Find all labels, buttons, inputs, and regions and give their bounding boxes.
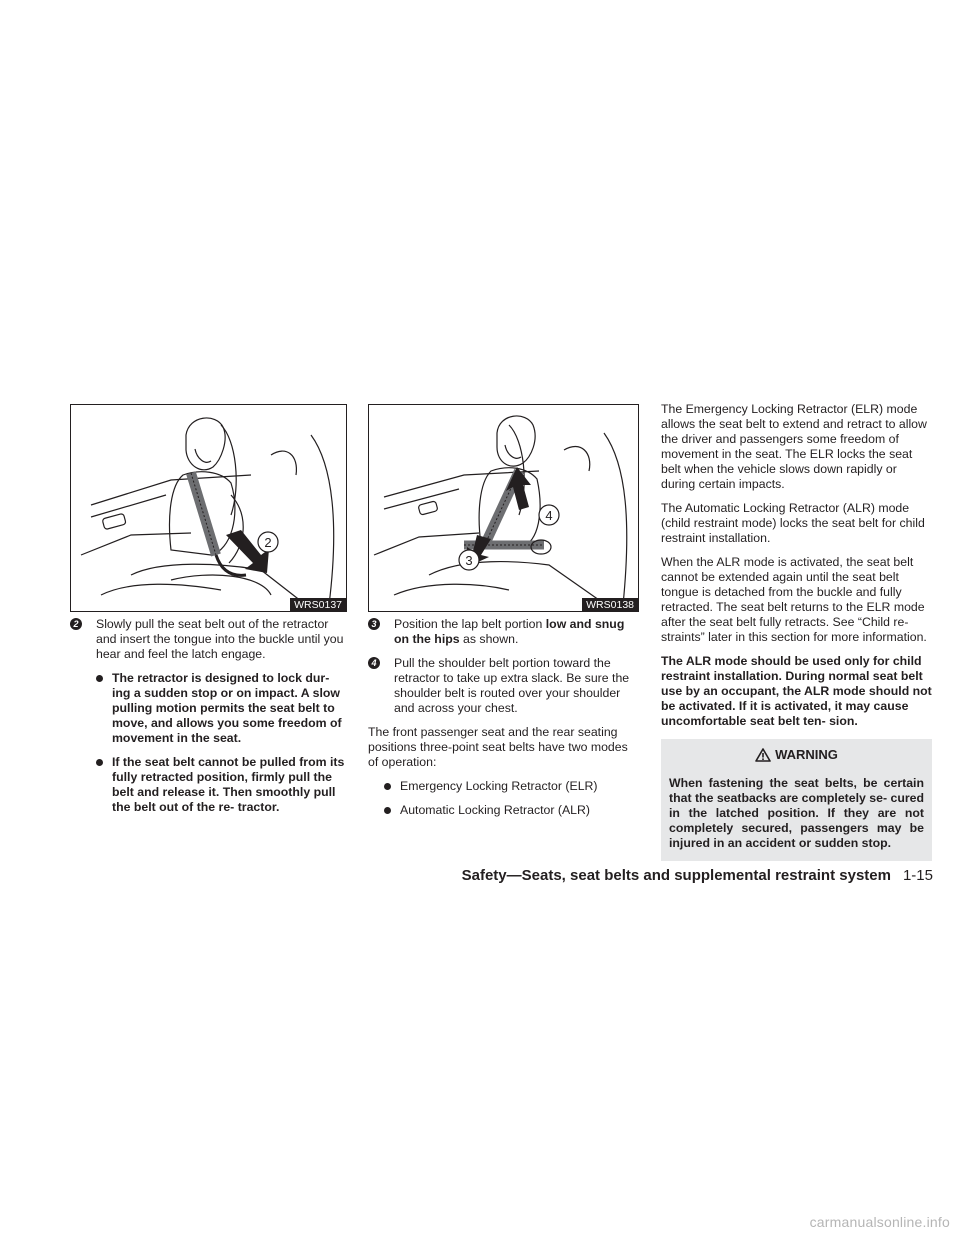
step-number-badge: 2 xyxy=(70,618,82,630)
bullet-text: The retractor is designed to lock dur- ing a sudden stop or on impact. A slow pulling motion permits the seat belt to move, and allows you some freedom of movement in the seat. xyxy=(112,671,342,745)
step-2 xyxy=(70,617,347,662)
warning-title: WARNING xyxy=(775,747,838,762)
warning-triangle-icon xyxy=(755,748,771,762)
bullet-item xyxy=(96,671,347,746)
watermark: carmanualsonline.info xyxy=(809,1214,950,1230)
page-number: 1-15 xyxy=(902,867,933,884)
step-4 xyxy=(368,656,639,716)
step-3-text-before: Position the lap belt portion xyxy=(394,617,546,631)
step-number-badge: 3 xyxy=(368,618,380,630)
callout-2: 2 xyxy=(264,535,272,550)
modes-intro: The front passenger seat and the rear seating positions three-point seat belts have two modes of operation: xyxy=(368,725,628,769)
page-footer xyxy=(462,867,933,884)
bullet-item xyxy=(96,755,347,815)
step-number-badge: 4 xyxy=(368,657,380,669)
modes-list xyxy=(368,779,639,818)
mode-item xyxy=(384,779,639,794)
column-3 xyxy=(661,402,932,861)
column-2 xyxy=(368,404,639,827)
step-2-text: Slowly pull the seat belt out of the retractor and insert the tongue into the buckle until you hear and feel the latch engage. xyxy=(96,617,344,661)
step-2-bullets xyxy=(70,671,347,815)
step-3-text xyxy=(394,617,639,647)
column-1 xyxy=(70,404,347,824)
callout-4: 4 xyxy=(545,508,553,523)
bullet-dot-icon xyxy=(96,675,103,682)
seatbelt-illustration-step3-4 xyxy=(369,405,638,611)
callout-3: 3 xyxy=(465,553,473,568)
warning-text: When fastening the seat belts, be certain that the seatbacks are completely se- cured in the latched position. If they are not completely secured, passengers may be injured in an accident or sudden stop. xyxy=(669,776,924,850)
figure-wrs0138 xyxy=(368,404,639,612)
mode-text: Automatic Locking Retractor (ALR) xyxy=(400,803,590,817)
warning-heading xyxy=(669,747,924,762)
figure-code-left: WRS0137 xyxy=(290,598,346,611)
bullet-dot-icon xyxy=(384,783,391,790)
step-3-text-after: as shown. xyxy=(459,632,519,646)
step-3 xyxy=(368,617,639,647)
seatbelt-illustration-step2 xyxy=(71,405,346,611)
bullet-dot-icon xyxy=(384,807,391,814)
alr-usage-note: The ALR mode should be used only for child restraint installation. During normal seat belt use by an occupant, the ALR mode should not be activated. If it is activated, it may cause uncomfortable seat belt ten- sion. xyxy=(661,654,932,728)
bullet-text: If the seat belt cannot be pulled from its fully retracted position, firmly pull the belt and release it. Then smoothly pull the belt out of the re- tractor. xyxy=(112,755,345,814)
warning-box xyxy=(661,739,932,861)
step-3-text-bold: low and snug on the hips xyxy=(394,617,625,646)
section-title: Safety—Seats, seat belts and supplemental restraint system xyxy=(461,867,891,884)
step-4-text: Pull the shoulder belt portion toward the retractor to take up extra slack. Be sure the shoulder belt is routed over your shoulder and across your chest. xyxy=(394,656,630,715)
mode-item xyxy=(384,803,639,818)
figure-wrs0137 xyxy=(70,404,347,612)
figure-code-middle: WRS0138 xyxy=(582,598,638,611)
alr-paragraph: The Automatic Locking Retractor (ALR) mode (child restraint mode) locks the seat belt for child restraint installation. xyxy=(661,501,925,545)
alr-activation-paragraph: When the ALR mode is activated, the seat belt cannot be extended again until the seat belt tongue is detached from the buckle and fully retracted. The seat belt returns to the ELR mode after the seat belt fully retracts. See “Child re- straints” later in this section for more information. xyxy=(661,555,927,644)
mode-text: Emergency Locking Retractor (ELR) xyxy=(400,779,598,793)
elr-paragraph: The Emergency Locking Retractor (ELR) mode allows the seat belt to extend and retract to allow the driver and passengers some freedom of movement in the seat. The ELR locks the seat belt when the vehicle slows down rapidly or during certain impacts. xyxy=(661,402,927,491)
bullet-dot-icon xyxy=(96,759,103,766)
